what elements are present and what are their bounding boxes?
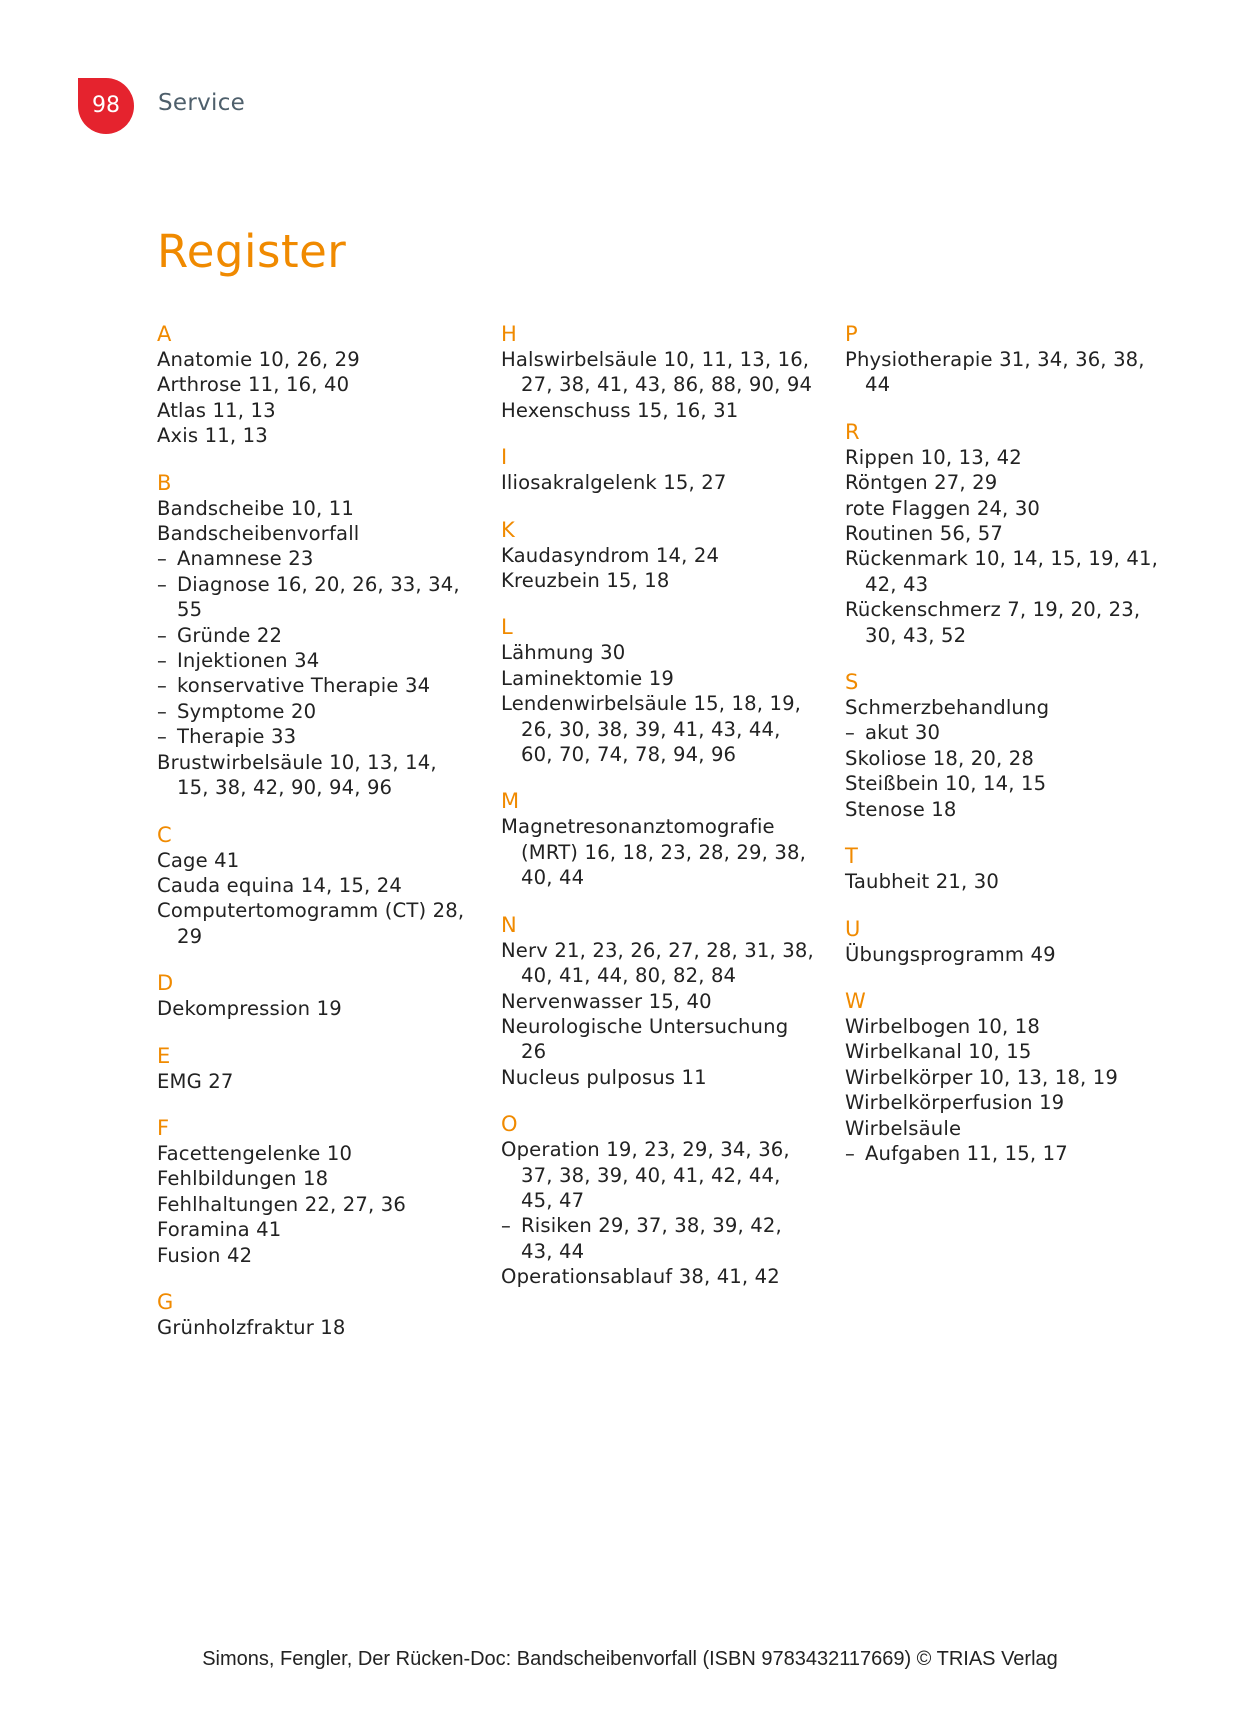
index-letter-heading: I (501, 445, 508, 470)
index-entry: Nervenwasser 15, 40 (501, 989, 712, 1013)
index-letter-heading: L (501, 615, 513, 640)
index-entry: Fehlbildungen 18 (157, 1167, 329, 1191)
index-entry: Arthrose 11, 16, 40 (157, 373, 350, 397)
index-letter-heading: U (845, 916, 861, 941)
index-subentry: – Anamnese 23 (157, 546, 472, 571)
index-entry: Laminektomie 19 (501, 666, 674, 690)
index-entry: Facettengelenke 10 (157, 1141, 353, 1165)
index-group-p (845, 322, 1160, 398)
index-entry: Rückenmark 10, 14, 15, 19, 41, 42, 43 (845, 547, 1158, 596)
index-entry: Computertomogramm (CT) 28, 29 (157, 899, 465, 948)
index-letter-heading: H (501, 322, 517, 346)
index-group-g (157, 1290, 472, 1340)
index-entry: Rückenschmerz 7, 19, 20, 23, 30, 43, 52 (845, 598, 1141, 647)
index-letter-heading: D (157, 971, 174, 996)
index-entry: Schmerzbehandlung (845, 696, 1050, 720)
index-subentry: – Gründe 22 (157, 623, 472, 648)
index-entry: Brustwirbelsäule 10, 13, 14, 15, 38, 42, 90, 94, 96 (157, 750, 437, 800)
index-entry: Kaudasyndrom 14, 24 (501, 543, 720, 567)
index-group-f (157, 1116, 472, 1268)
index-letter-heading: K (501, 517, 515, 542)
index-group-a (157, 322, 472, 449)
index-entry: Cauda equina 14, 15, 24 (157, 873, 402, 897)
index-entry: Stenose 18 (845, 797, 957, 821)
index-group-d (157, 971, 472, 1021)
index-group-h (501, 322, 816, 423)
index-letter-heading: E (157, 1043, 171, 1068)
index-entry: Nucleus pulposus 11 (501, 1065, 707, 1089)
index-entry: Lendenwirbelsäule 15, 18, 19, 26, 30, 38, 39, 41, 43, 44, 60, 70, 74, 78, 94, 96 (501, 692, 802, 767)
index-group-l (501, 615, 816, 767)
index-letter-heading: S (845, 670, 859, 695)
index-letter-heading: T (845, 844, 858, 869)
index-entry: Axis 11, 13 (157, 424, 268, 448)
index-entry: Fusion 42 (157, 1243, 253, 1267)
index-entry: Rippen 10, 13, 42 (845, 445, 1022, 469)
index-entry: Wirbelkörperfusion 19 (845, 1091, 1065, 1115)
index-group-o (501, 1112, 816, 1289)
index-entry: Steißbein 10, 14, 15 (845, 772, 1047, 796)
index-subentry: – Therapie 33 (157, 724, 472, 749)
index-entry: Skoliose 18, 20, 28 (845, 746, 1034, 770)
index-entry: Hexenschuss 15, 16, 31 (501, 398, 739, 422)
index-group-b (157, 471, 472, 801)
index-entry: Iliosakralgelenk 15, 27 (501, 471, 727, 495)
index-letter-heading: M (501, 789, 520, 814)
index-subentry: – Injektionen 34 (157, 648, 472, 673)
index-entry: Foramina 41 (157, 1218, 282, 1242)
index-subentry: – konservative Therapie 34 (157, 673, 472, 698)
copyright-footer: Simons, Fengler, Der Rücken-Doc: Bandscheibenvorfall (ISBN 9783432117669) © TRIAS Verlag (202, 1648, 1058, 1670)
index-subentry: – Diagnose 16, 20, 26, 33, 34, 55 (157, 572, 472, 623)
index-entry: Operation 19, 23, 29, 34, 36, 37, 38, 39, 40, 41, 42, 44, 45, 47 (501, 1138, 790, 1212)
index-group-r (845, 420, 1160, 648)
index-entry: Bandscheibenvorfall (157, 522, 360, 546)
index-letter-heading: C (157, 822, 172, 847)
index-entry: Lähmung 30 (501, 641, 626, 665)
index-subentry: – akut 30 (845, 720, 1160, 745)
index-letter-heading: O (501, 1112, 518, 1137)
index-entry: Wirbelkanal 10, 15 (845, 1040, 1032, 1064)
index-entry: Röntgen 27, 29 (845, 471, 998, 495)
index-entry: Wirbelsäule (845, 1116, 962, 1140)
index-entry: Taubheit 21, 30 (845, 870, 999, 894)
index-letter-heading: B (157, 470, 172, 495)
index-group-t (845, 844, 1160, 894)
section-label: Service (158, 90, 246, 116)
index-entry: Bandscheibe 10, 11 (157, 496, 354, 520)
index-letter-heading: R (845, 419, 860, 444)
index-entry: Neurologische Untersuchung 26 (501, 1014, 789, 1064)
index-subentry: – Risiken 29, 37, 38, 39, 42, 43, 44 (501, 1213, 816, 1264)
index-entry: Routinen 56, 57 (845, 522, 1003, 546)
index-entry: Grünholzfraktur 18 (157, 1315, 346, 1339)
index-group-i (501, 445, 816, 495)
index-entry: Übungsprogramm 49 (845, 942, 1056, 966)
index-entry: Halswirbelsäule 10, 11, 13, 16, 27, 38, 41, 43, 86, 88, 90, 94 (501, 348, 813, 397)
index-entry: Nerv 21, 23, 26, 27, 28, 31, 38, 40, 41, 44, 80, 82, 84 (501, 938, 814, 988)
index-column-2 (501, 322, 816, 1312)
index-group-m (501, 789, 816, 890)
index-entry: Wirbelbogen 10, 18 (845, 1014, 1040, 1038)
index-entry: Anatomie 10, 26, 29 (157, 348, 360, 371)
index-entry: rote Flaggen 24, 30 (845, 496, 1041, 520)
index-entry: EMG 27 (157, 1069, 234, 1093)
index-entry: Atlas 11, 13 (157, 398, 276, 422)
index-entry: Cage 41 (157, 848, 240, 872)
index-entry: Operationsablauf 38, 41, 42 (501, 1265, 780, 1289)
index-group-n (501, 913, 816, 1090)
index-group-u (845, 917, 1160, 967)
index-column-1 (157, 322, 472, 1362)
index-subentry: – Symptome 20 (157, 699, 472, 724)
index-column-3 (845, 322, 1160, 1188)
index-letter-heading: A (157, 322, 172, 346)
index-entry: Fehlhaltungen 22, 27, 36 (157, 1192, 406, 1216)
page-title: Register (157, 225, 347, 278)
page-number-badge: 98 (78, 78, 134, 134)
index-entry: Dekompression 19 (157, 997, 342, 1021)
index-letter-heading: W (845, 988, 866, 1013)
index-group-e (157, 1044, 472, 1094)
index-group-k (501, 518, 816, 594)
index-letter-heading: F (157, 1115, 170, 1140)
index-subentry: – Aufgaben 11, 15, 17 (845, 1141, 1160, 1166)
index-letter-heading: N (501, 912, 517, 937)
index-entry: Physiotherapie 31, 34, 36, 38, 44 (845, 348, 1145, 397)
index-group-s (845, 670, 1160, 822)
index-letter-heading: P (845, 322, 858, 346)
index-group-c (157, 823, 472, 950)
index-group-w (845, 989, 1160, 1166)
index-entry: Kreuzbein 15, 18 (501, 569, 670, 593)
index-entry: Magnetresonanztomografie (MRT) 16, 18, 23, 28, 29, 38, 40, 44 (501, 815, 807, 890)
index-letter-heading: G (157, 1289, 174, 1314)
index-entry: Wirbelkörper 10, 13, 18, 19 (845, 1065, 1118, 1089)
